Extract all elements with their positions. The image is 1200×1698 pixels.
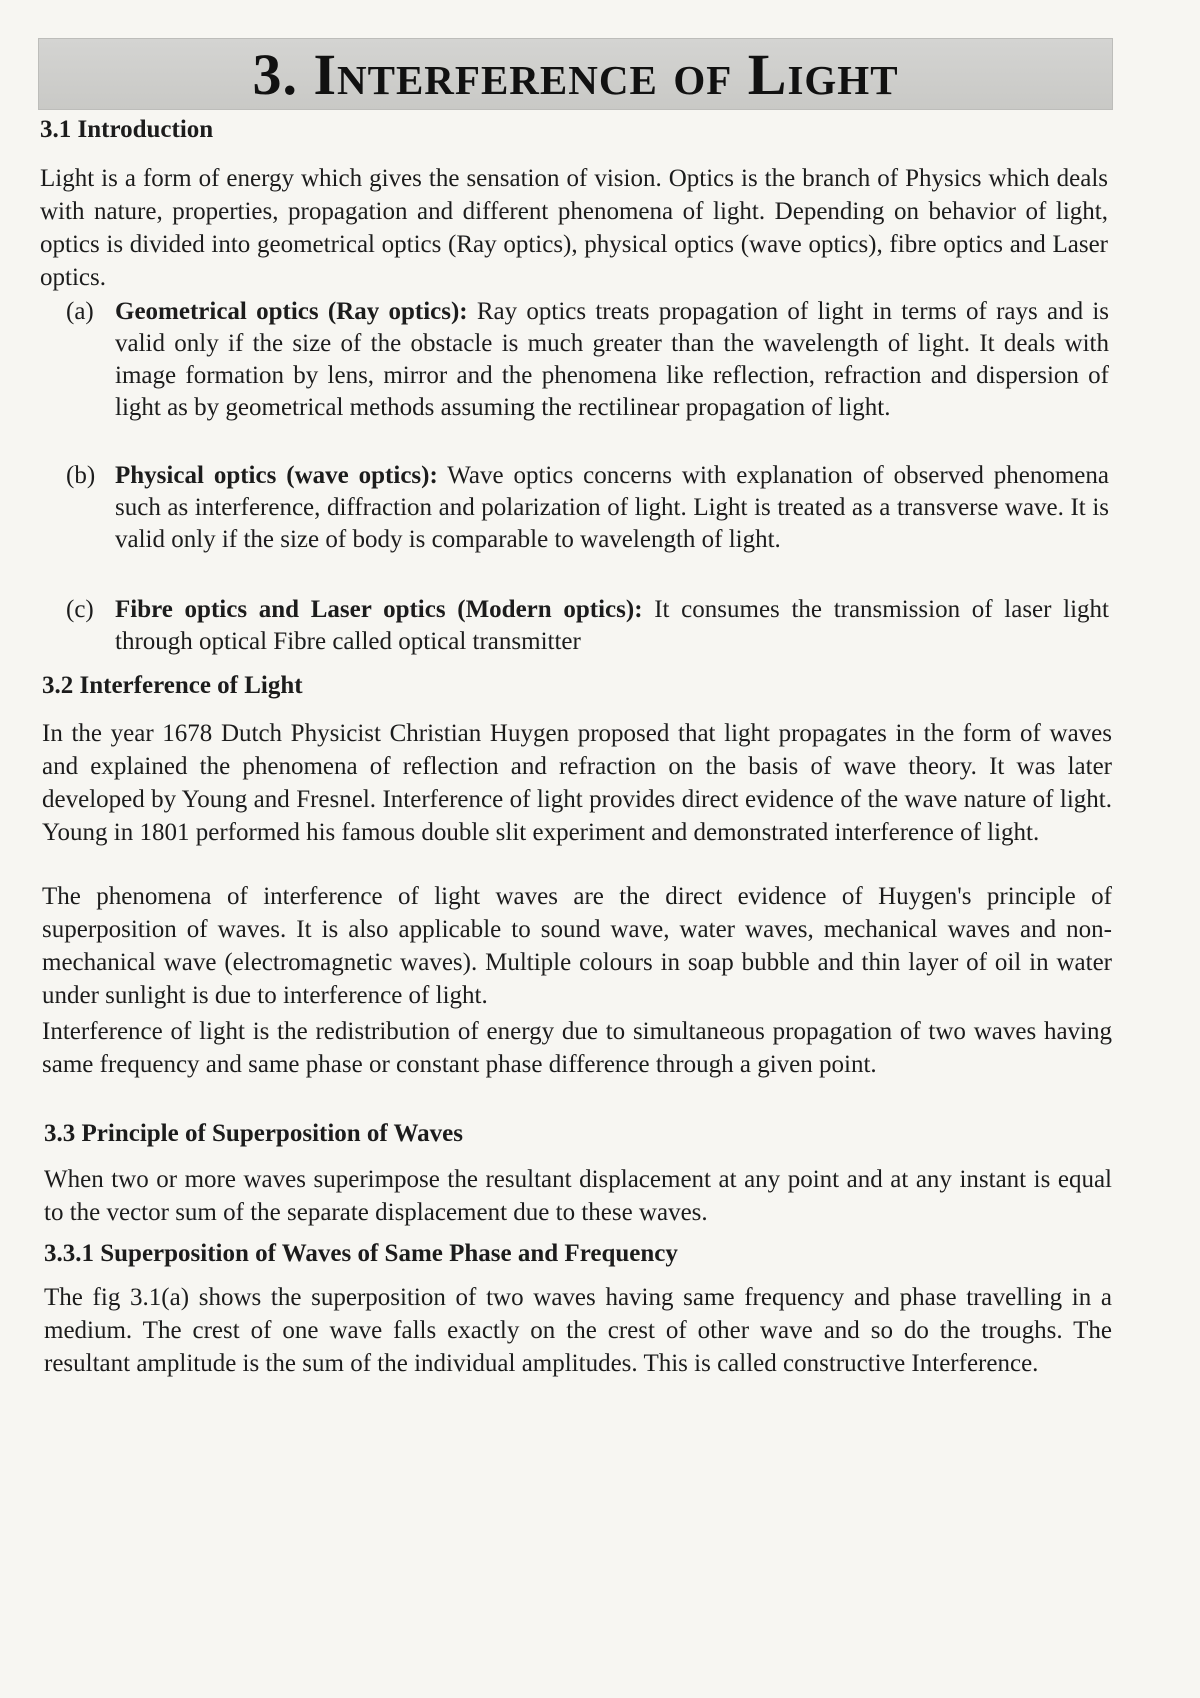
list-item-lead: Geometrical optics (Ray optics): (115, 298, 468, 325)
intro-paragraph: Light is a form of energy which gives the sensation of vision. Optics is the branch of Physics which deals with nature, properties, propagation and different phenomena of light. Depending on behavior of light, optics is divided into geometrical optics (Ray optics), physical optics (wave optics), fibre optics and Laser optics. (40, 165, 1108, 291)
superposition-paragraph: When two or more waves superimpose the resultant displacement at any point and at any instant is equal to the vector sum of the separate displacement due to these waves. (44, 1166, 1112, 1226)
interference-paragraph-3: Interference of light is the redistribution of energy due to simultaneous propagation of two waves having same frequency and same phase or constant phase difference through a given point. (42, 1018, 1112, 1078)
interference-paragraph-2: The phenomena of interference of light waves are the direct evidence of Huygen's principle of superposition of waves. It is also applicable to sound wave, water waves, mechanical waves and non-mechanical wave (electromagnetic waves). Multiple colours in soap bubble and thin layer of oil in water under sunlight is due to interference of light. (42, 883, 1112, 1009)
list-item-c (66, 594, 1109, 658)
list-item-label: (c) (66, 596, 94, 623)
list-item-a (66, 296, 1109, 424)
list-item-text: Ray optics treats propagation of light in terms of rays and is valid only if the size of the obstacle is much greater than the wavelength of light. It deals with image formation by lens, mirror and the phenomena like reflection, refraction and dispersion of light as by geometrical methods assuming the rectilinear propagation of light. (115, 298, 1109, 421)
interference-paragraph-1: In the year 1678 Dutch Physicist Christian Huygen proposed that light propagates in the form of waves and explained the phenomena of reflection and refraction on the basis of wave theory. It was later developed by Young and Fresnel. Interference of light provides direct evidence of the wave nature of light. Young in 1801 performed his famous double slit experiment and demonstrated interference of light. (42, 720, 1112, 846)
section-heading-3-1: 3.1 Introduction (40, 116, 214, 143)
chapter-title: 3. Interference of Light (252, 41, 899, 107)
section-heading-3-3-1: 3.3.1 Superposition of Waves of Same Phase and Frequency (44, 1240, 678, 1267)
section-heading-3-2: 3.2 Interference of Light (42, 672, 303, 699)
list-item-text: It consumes the transmission of laser light through optical Fibre called optical transmitter (115, 596, 1110, 655)
same-phase-paragraph: The fig 3.1(a) shows the superposition of two waves having same frequency and phase travelling in a medium. The crest of one wave falls exactly on the crest of other wave and so do the troughs. The resultant amplitude is the sum of the individual amplitudes. This is called constructive Interference. (44, 1284, 1112, 1377)
list-item-lead: Fibre optics and Laser optics (Modern optics): (115, 596, 643, 623)
chapter-title-banner (38, 38, 1113, 110)
section-heading-3-3: 3.3 Principle of Superposition of Waves (44, 1120, 464, 1147)
list-item-label: (b) (66, 462, 96, 489)
list-item-lead: Physical optics (wave optics): (115, 462, 438, 489)
list-item-b (66, 460, 1109, 556)
list-item-label: (a) (66, 298, 94, 325)
list-item-text: Wave optics concerns with explanation of observed phenomena such as interference, diffraction and polarization of light. Light is treated as a transverse wave. It is valid only if the size of body is comparable to wavelength of light. (115, 462, 1109, 553)
